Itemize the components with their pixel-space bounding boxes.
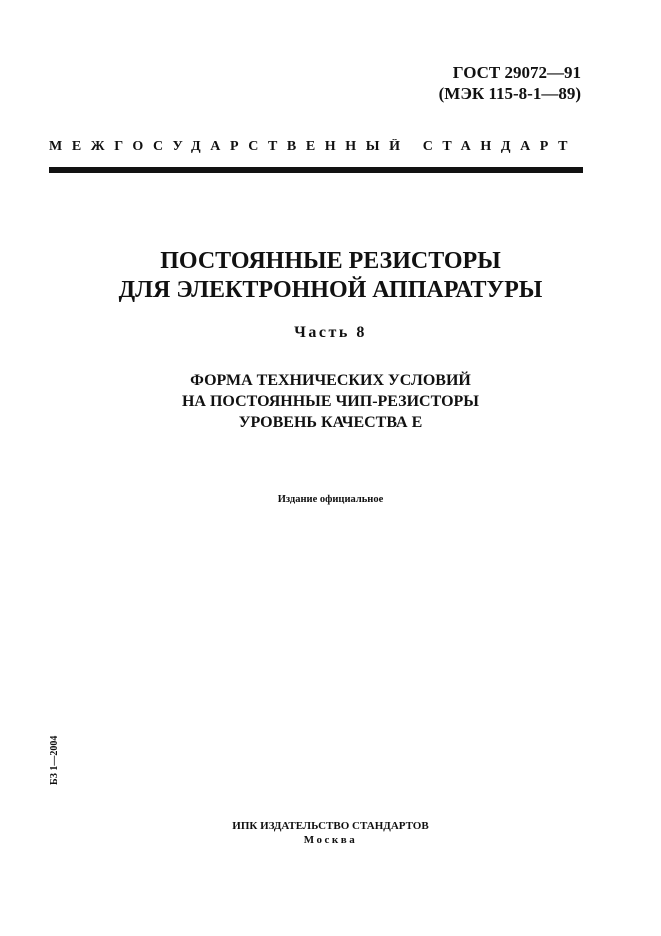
subtitle-line-2: НА ПОСТОЯННЫЕ ЧИП-РЕЗИСТОРЫ [181, 393, 479, 410]
publisher-name: ИПК ИЗДАТЕЛЬСТВО СТАНДАРТОВ [232, 820, 429, 832]
subtitle-line-1: ФОРМА ТЕХНИЧЕСКИХ УСЛОВИЙ [190, 372, 471, 389]
document-title-line-1: ПОСТОЯННЫЕ РЕЗИСТОРЫ [160, 248, 501, 274]
side-code: БЗ 1—2004 [49, 735, 60, 785]
header-divider [49, 167, 583, 173]
part-number: Часть 8 [294, 324, 367, 341]
document-title-line-2: ДЛЯ ЭЛЕКТРОННОЙ АППАРАТУРЫ [118, 277, 543, 303]
subtitle-line-3: УРОВЕНЬ КАЧЕСТВА Е [238, 414, 423, 431]
gost-number: ГОСТ 29072—91 [452, 63, 581, 82]
publisher-city: Москва [303, 834, 358, 846]
edition-note: Издание официальное [277, 494, 384, 505]
standard-category: МЕЖГОСУДАРСТВЕННЫЙ СТАНДАРТ [49, 139, 578, 154]
iec-number: (МЭК 115-8-1—89) [438, 84, 581, 103]
